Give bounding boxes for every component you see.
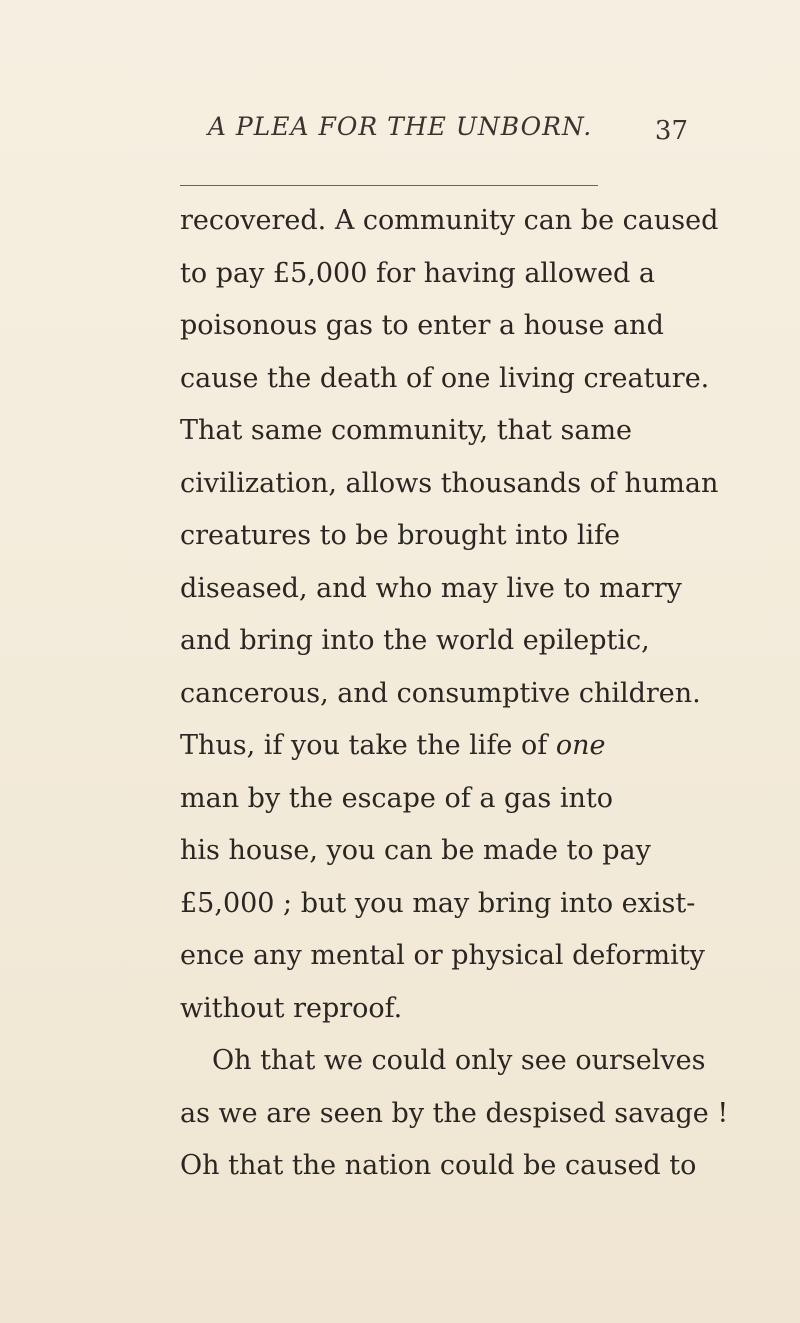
text-line-with-italic: [180, 720, 606, 773]
italic-word: one: [555, 730, 606, 761]
header-rule: [180, 185, 598, 186]
text-line: and bring into the world epileptic,: [180, 625, 650, 656]
text-line: recovered. A community can be caused: [180, 205, 719, 236]
text-line: as we are seen by the despised savage !: [180, 1097, 729, 1129]
text-line: without reproof.: [180, 992, 403, 1024]
text-line: diseased, and who may live to marry: [180, 572, 682, 604]
running-title: A PLEA FOR THE UNBORN.: [207, 112, 593, 141]
text-line: £5,000 ; but you may bring into exist-: [180, 887, 696, 919]
text-line: poisonous gas to enter a house and: [180, 310, 664, 341]
text-line: man by the escape of a gas into: [180, 782, 613, 814]
running-head: [120, 112, 688, 152]
text-line: civilization, allows thousands of human: [180, 467, 719, 499]
text-line: cancerous, and consumptive children.: [180, 677, 701, 709]
text-line: his house, you can be made to pay: [180, 835, 651, 866]
text-line: Oh that we could only see ourselves: [212, 1045, 706, 1076]
text-line: ence any mental or physical deformity: [180, 940, 705, 971]
page-number: 37: [654, 116, 688, 146]
text-line: Oh that the nation could be caused to: [180, 1150, 697, 1181]
text-line: creatures to be brought into life: [180, 520, 621, 551]
text-line: cause the death of one living creature.: [180, 362, 710, 394]
body-text: [180, 195, 729, 1193]
text-line: to pay £5,000 for having allowed a: [180, 257, 656, 289]
text-segment: Thus, if you take the life of: [180, 730, 556, 761]
text-line: That same community, that same: [180, 415, 633, 446]
